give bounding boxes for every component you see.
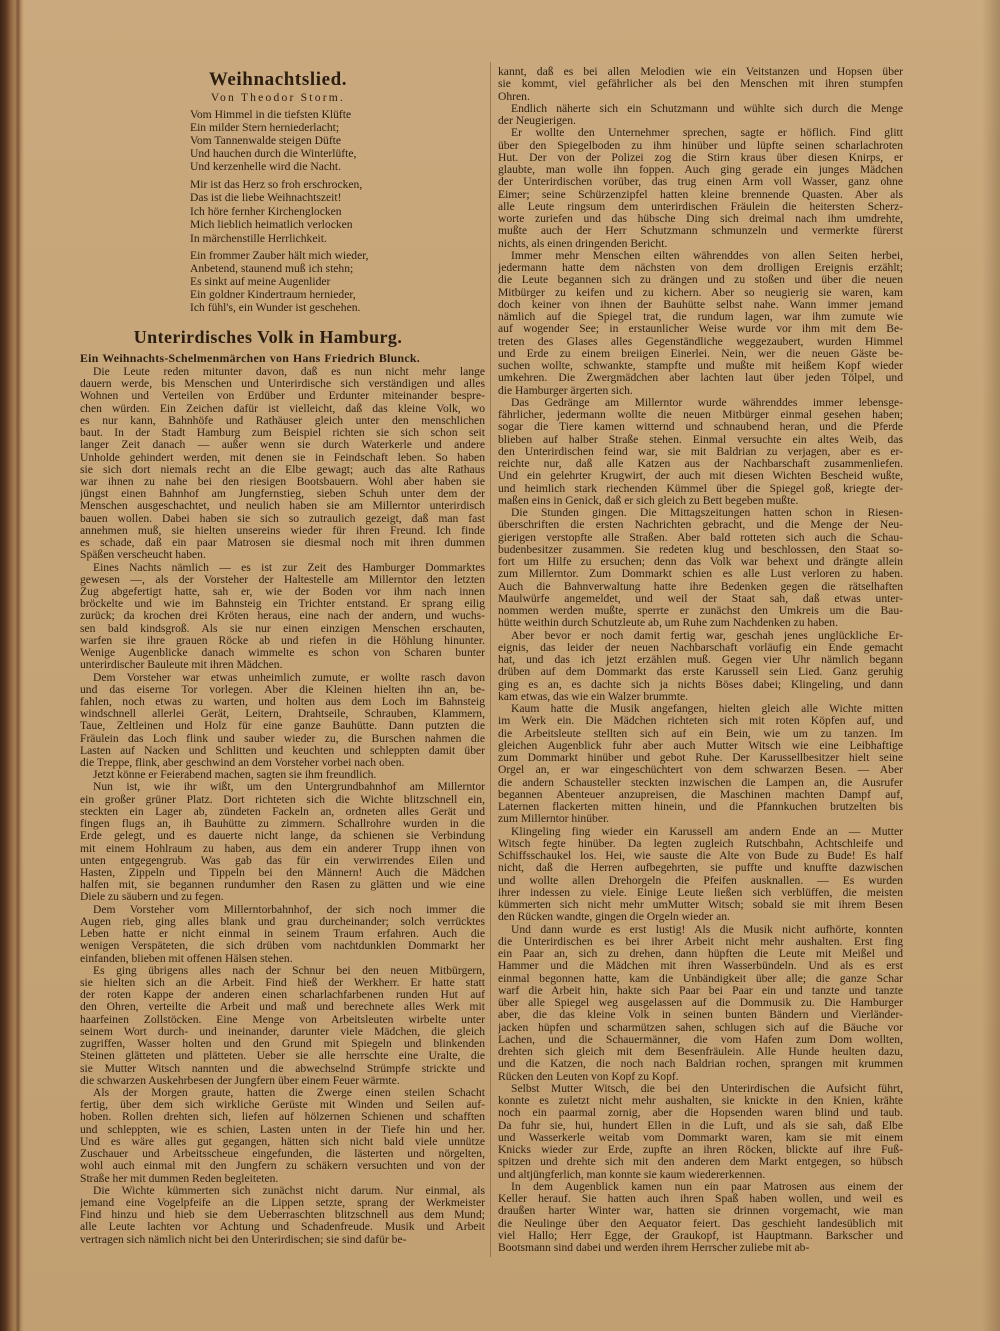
article-text-line: gleichen Augenblick fuhr aber auch Mutter Witsch wie eine Leibhaftige [498,739,903,752]
article-text-line: und Wasserkerle weitab vom Dommarkt waren, kam sie mit einem [498,1131,903,1144]
article-text-line: Dem Vorsteher war etwas unheimlich zumute, er wollte rasch davon [93,671,485,684]
article-text-line: jedermann hatte dem nächsten von dem drolligen Ereignis erzählt; [498,262,903,274]
article-text-line: zum Dommarkt hinüber und gebot Ruhe. Der Karussellbesitzer hielt seine [498,752,903,764]
article-text-line: Als der Morgen graute, hatten die Zwerge einen steilen Schacht [93,1086,485,1099]
article-text-line: zum Millerntor hinüber. [498,813,610,826]
article-text-line: und die Katzen, die noch nach Baldrian rochen, sprangen mit krummen [498,1058,903,1071]
article-text-line: konnte es zuletzt nicht mehr aushalten, sie knickte in den Knien, krähte [498,1095,903,1107]
article-text-line: Erde gelegt, und es dauerte nicht lange, da schienen sie Verbindung [80,830,485,843]
article-text-line: worte zuriefen und das hübsche Ding sich dreimal nach ihm umdrehte, [498,213,903,225]
poem-line: Ein frommer Zauber hält mich wieder, [190,249,369,262]
article-text-line: alle Leute ringsum dem unterirdischen Fräulein die heitersten Scherz- [498,200,903,213]
article-text-line: bröckelte und wie im Bahnsteig ein Trichter entstand. Er sprang eilig [80,598,485,611]
article-text-line: gewesen —, als der Vorsteher der Haltestelle am Millerntor den letzten [80,573,485,586]
article-text-line: hat, und das ich jetzt erzählen muß. Gegen vier Uhr nämlich begann [498,654,903,666]
article-text-line: Knicks wieder zur Erde, zupfte an ihren Röcken, blickte auf ihre Fuß- [498,1144,903,1156]
article-text-line: wenigen Verspäteten, die sich drüben vom nachtdunklen Dommarkt her [80,940,485,953]
column-divider [490,62,491,1257]
article-text-line: und altjüngferlich, man konnte sie kaum wiedererkennen. [498,1168,766,1181]
article-text-line: Eimer; seine Schürzenzipfel hatten kleine brennende Quasten. Aber als [498,188,903,201]
article-text-line: Hut. Der von der Polizei zog die Stirn kraus über diesen Knirps, er [498,151,903,164]
article-text-line: war ihnen zu nahe bei den riesigen Bootsbauern. Wohl aber haben sie [80,475,485,488]
article-text-line: Augen rieb, ging alles blank und grau durcheinander; solch verrücktes [80,915,485,928]
article-text-line: Und dann wurde es erst lustig! Als die Musik nicht aufhörte, konnten [511,923,903,936]
article-text-line: sie Mutter Witsch nannten und die abwechselnd Strümpfe strickte und [80,1062,485,1075]
article-text-line: Die Stunden gingen. Die Mittagszeitungen hatten schon in Riesen- [511,507,903,519]
article-text-line: die Unterirdischen es bei ihrer Arbeit nicht mehr aushalten. Erst fing [498,935,903,948]
article-text-line: überschriften die ersten Nachrichten gebracht, und die Menge der Neu- [498,519,903,532]
article-text-line: sogar die Tiere kamen witternd und schnaubend heran, und die Pferde [498,421,903,434]
article-text-line: hoben. Rollen drehten sich, liefen auf hölzernen Schienen und schafften [80,1111,485,1124]
poem-line: Vom Himmel in die tiefsten Klüfte [190,108,352,121]
poem-line: Ein goldner Kindertraum hernieder, [190,288,356,302]
poem-line: Ich höre fernher Kirchenglocken [190,204,342,218]
article-text-line: noch ein paarmal zornig, aber die Hopsenden waren blind und taub. [498,1107,903,1120]
article-text-line: sie kommt, viel gefährlicher als bei den Menschen mit ihren stumpfen [498,78,903,91]
article-text-line: windschnell allerlei Gerät, Leitern, Drahtseile, Schrauben, Klammern, [80,708,485,721]
article-text-line: spitzen und drehte sich mit den anderen dem Markt entgegen, so hübsch [498,1156,903,1169]
article-text-line: eignis, das leider der neuen Nachbarschaft vorläufig ein Ende gemacht [498,641,903,654]
article-text-line: die Leute begannen sich zu drängen und zu stoßen und über die neuen [498,274,903,287]
article-text-line: und heimlich stark riechenden Kümmel über die Spiegel goß, kriegte der- [498,482,903,495]
article-text-line: zum Millerntor. Zum Dommarkt schien es alle Lust verloren zu haben. [498,568,903,581]
article-text-line: sie sich dort niemals recht an die Elbe gewagt; auch das alte Rathaus [80,463,485,476]
article-text-line: den Unterirdischen feind war, sie mit Baldrian zu verjagen, aber es er- [498,445,903,458]
article-text-line: und wollte allen Drehorgeln die Pfeifen ausknallen. — Es wurden [498,874,903,887]
article-text-line: über alle Spiegel weg ausgelassen auf die Dommusik zu. Die Hamburger [498,997,903,1009]
article-text-line: gierigen verstopfte alle Straßen. Aber bald rotteten sich auch die Schau- [498,531,903,544]
article-text-line: der Neugierigen. [498,115,576,127]
article-text-line: begannen Abenteuer anzupreisen, die Maschinen machten Dampf auf, [498,788,903,801]
article-text-line: Keller herauf. Sie hatten auch ihren Spaß haben wollen, und weil es [498,1193,903,1205]
article-text-line: treten des Glases alles Gegenständliche weggezaubert, wurden Himmel [498,335,903,348]
article-text-line: Maulwürfe angemeldet, und weil der Staat sah, daß etwas unter- [498,592,903,605]
article-text-line: und das eiserne Tor vorlegen. Aber die Kleinen hielten ihn an, be- [80,683,485,696]
article-text-line: Und ein gelehrter Krugwirt, der auch mit diesen Wichten Bescheid wußte, [498,470,903,483]
article-text-line: nommen werden mußte, sperrte er zunächst den Umkreis um die Bau- [498,605,903,617]
article-text-line: Ohren. [498,90,530,103]
article-text-line: Menschen ausgeschachtet, und neulich haben sie am Millerntor unterirdisch [80,500,485,513]
article-text-line: Hasten, Zippeln und Tippeln bei den Männern! Auch die Mädchen [80,867,485,880]
article-text-line: viel Hallo; Herr Egge, der Graukopf, ist Hauptmann. Barkscher und [498,1229,903,1242]
article-text-line: Wohnen und Verteilen von Erdüber und Erdunter miteinander bespre- [80,390,485,403]
article-text-line: hütte weithin durch Schutzleute ab, um Ruhe zum Nachdenken zu haben. [498,617,838,630]
article-text-line: Auch die Bahnverwaltung hatte ihre Bedenken gegen die rätselhaften [498,580,903,593]
article-text-line: draußen harter Winter war, hatten sie drinnen vorgemacht, wie man [498,1205,903,1218]
article-text-line: sen bald kindsgroß. Als sie nur einen einzigen Menschen erschauten, [80,622,485,635]
article-text-line: Taue, Zeltleinen und Holz für eine ganze Bauhütte. Dann putzten die [80,720,485,733]
article-text-line: fort um Hilfe zu ersuchen; denn das Volk war behext und drängte allein [498,556,903,568]
article-text-line: unten entgegengrub. Was gab das für ein verwirrendes Eilen und [80,854,485,867]
poem-title: Weihnachtslied. [208,69,348,90]
article-text-line: warfen sie ihre grauen Röcke ab und riefen in die Höhlung hinunter. [80,634,485,647]
article-text-line: Bootsmann sind dabei und werden ihrem Herrscher zuliebe mit ab- [498,1242,810,1254]
article-text-line: die Hamburger ärgerten sich. [498,384,633,397]
article-text-line: jacken hüpfen und scharmützen sahen, schlugen sich auf die Bäuche vor [498,1021,903,1034]
article-text-line: Hammer und die Mädchen mit ihren Wasserbündeln. Und als es erst [498,960,903,973]
article-title: Unterirdisches Volk in Hamburg. [133,327,403,347]
article-text-line: und schleppten, wie es schien, Lasten unten in der Tiefe hin und her. [80,1123,485,1136]
article-text-line: Fräulein das Loch flink und sauber wieder zu, die Burschen nahmen die [80,732,485,745]
article-text-line: Eines Nachts nämlich — es ist zur Zeit des Hamburger Dommarktes [93,561,485,574]
article-text-line: aber, die das kleine Volk in seinen bunten Bändern und Vierländer- [498,1009,903,1022]
article-text-line: budenbesitzer zusammen. Sie redeten klug und beschlossen, den Staat so- [498,543,903,556]
article-text-line: die Arbeitsleute stellten sich auf ein Bein, wie um zu tanzen. Im [498,727,903,740]
article-text-line: suchen wollte, schwankte, stampfte und mußte mit heißem Kopf wieder [498,360,903,372]
article-text-line: Selbst Mutter Witsch, die bei den Unterirdischen die Aufsicht führt, [511,1082,903,1095]
article-text-line: mit einem Hohlraum zu haben, aus dem ein anderer Trupp ihnen von [80,842,485,855]
article-text-line: kannt, daß es bei allen Melodien wie ein Veitstanzen und Hopsen über [498,66,903,78]
article-text-line: fingen flugs an, ih Bauhütte zu zimmern. Schallrohre wurden in die [80,818,485,831]
article-text-line: reichte nur, daß alle Katzen aus der Nachbarschaft zusammenliefen. [498,458,903,470]
article-text-line: Find hinzu und hieb sie dem Ueberraschten blitzschnell aus dem Mund; [80,1209,485,1222]
poem-line: Anbetend, staunend muß ich stehn; [190,262,354,276]
poem-author: Von Theodor Storm. [210,91,346,104]
article-text-line: maßen eins in Genick, daß er sich gleich zu Bett begeben mußte. [498,494,799,507]
article-text-line: jemand eine Vogelpfeife an die Lippen setzte, sprang der Werkmeister [80,1196,485,1209]
article-text-line: den Rücken wandte, gingen die Orgeln wieder an. [498,911,730,924]
article-text-line: den Ohren, verteilte die Arbeit und maß und berechnete alles Werk mit [80,1001,485,1014]
article-text-line: kam etwas, das wie ein Walzer brummte. [498,690,689,703]
article-text-line: seinem Wort durch- und ineinander, darunter viele Mädchen, die gleich [80,1025,485,1038]
article-text-line: Die Wichte kümmerten sich zunächst nicht darum. Nur einmal, als [93,1184,485,1197]
poem-line: Ein milder Stern herniederlacht; [190,120,340,134]
article-text-line: wohl auch einmal mit den Jungfern zu schäkern versuchten und von der [80,1160,485,1173]
article-text-line: annehmen muß, sie hielten unsereins wieder für ihren Freund. Ich finde [80,524,485,537]
article-text-line: Kaum hatte die Musik angefangen, hielten gleich alle Wichte mitten [511,703,903,715]
poem-line: Und kerzenhelle wird die Nacht. [190,159,341,173]
article-text-line: der roten Kappe der anderen einen scharlachfarbenen runden Hut auf [80,989,485,1002]
article-text-line: es schade, daß ein paar Matrosen sie diesmal noch mit ihren dummen [80,537,485,550]
article-text-line: Zug abgefertigt hatte, sah er, wie der Boden vor ihm nach innen [80,585,485,598]
article-text-line: Straße her mit dummen Reden begleiteten. [80,1172,279,1185]
article-text-line: Das Gedränge am Millerntor wurde währenddes immer lebensge- [511,396,903,409]
poem-line: Mich lieblich heimatlich verlocken [190,218,353,232]
article-text-line: unterirdischer Bauleute mit ihren Mädchen. [80,659,283,672]
article-text-line: baut. In der Stadt Hamburg zum Beispiel richten sie sich schon seit [80,427,485,440]
article-text-line: Aber bevor er noch damit fertig war, geschah jenes unglückliche Er- [511,629,903,642]
poem-line: Vom Tannenwalde steigen Düfte [190,133,342,147]
article-text-line: zurück; da krochen drei Kröten heraus, eine nach der andern, und wuchs- [80,610,485,623]
article-text-line: fährlicher, jedermann wollte die neuen Mitbürger einmal gesehen haben; [498,409,903,421]
article-text-line: ging es an, es dachte sich ja nichts Böses dabei; Klingeling, und dann [498,678,903,691]
article-text-line: drüben auf dem Dommarkt das erste Karussell sein Lied. Ganz geruhig [498,666,903,679]
article-text-line: die andern Schausteller steckten inzwischen die Lampen an, die Ausrufer [498,776,903,789]
article-text-line: drehten sich gleich mit dem Besenfräulein. Alle Hunde heulten dazu, [498,1046,903,1058]
article-text-line: warf die Arbeit hin, hakte sich Paar bei Paar ein und tanzte und tanzte [498,984,903,997]
article-text-line: dauern werde, bis Menschen und Unterirdische sich verständigen und alles [80,378,485,391]
article-text-line: auf wogender See; in erstaunlicher Weise wurde vor ihm mit dem Be- [498,323,903,336]
article-text-line: Lachen, und die Schauermänner, die vom Hafen zum Dom wollten, [498,1033,903,1046]
poem-line: Es sinkt auf meine Augenlider [190,275,331,289]
article-text-line: umkehren. Die Zwergmädchen aber lachten laut über jeden Tölpel, und [498,372,903,385]
page-right-edge [982,0,1000,1331]
article-text-line: bauen wollen. Dabei haben sie sich so zutraulich gezeigt, daß man fast [80,512,485,525]
article-text-line: doch keiner von ihnen der Bauhütte selbst nahe. Wann immer jemand [498,298,903,311]
article-text-line: Lasten auf Nacken und Schlitten und keuchten und schleppten damit über [80,744,485,757]
article-text-line: die Neulinge über den Aequator feiert. Das geschieht landesüblich mit [498,1217,903,1230]
article-text-line: glaubte, man wolle ihn foppen. Auch ging gerade ein junges Mädchen [498,164,903,176]
poem-line: In märchenstille Herrlichkeit. [190,231,327,245]
article-text-line: Da fuhr sie, hui, hundert Ellen in die Luft, und als sie sah, daß Elbe [498,1119,903,1132]
article-text-line: zugriffen, Wasser holten und den Grund mit Spiegeln und blinkenden [80,1038,485,1051]
poem-line: Das ist die liebe Weihnachtszeit! [190,191,342,205]
article-text-line: Unholde gehindert werden, mit denen sie in Feindschaft leben. So haben [80,451,485,464]
article-text-line: über den Spiegelboden zu ihm hinüber und lüpfte seinen scharlachroten [498,139,903,152]
article-text-line: Immer mehr Menschen eilten währenddes von allen Seiten herbei, [511,249,903,262]
poem-line: Mir ist das Herz so froh erschrocken, [190,178,363,191]
article-text-line: Mitbürger zu keifen und zu kichern. Aber so neugierig sie waren, kam [498,286,903,299]
article-text-line: blieben auf halber Straße stehen. Einmal versuchte ein altes Weib, das [498,433,903,446]
article-text-line: Zuschauer und Arbeitsscheue eingefunden, die lästerten und nörgelten, [80,1148,485,1161]
article-text-line: ein großer grüner Platz. Dort richteten sich die Wichte blitzschnell ein, [80,793,485,806]
article-text-line: Dem Vorsteher vom Millerntorbahnhof, der sich noch immer die [93,903,485,916]
article-text-line: vertragen sich nämlich nicht bei den Unterirdischen; sie sind dafür be- [80,1233,407,1246]
poem-line: Ich fühl's, ein Wunder ist geschehen. [190,301,361,315]
article-text-line: Späßen verscheucht haben. [80,549,206,562]
article-text-line: Rücken den Leuten von Kopf zu Kopf. [498,1070,679,1083]
article-text-line: ein Paar an, sich zu drehen, dann hüpften die Leute mit Meißel und [498,948,903,960]
article-text-line: Und es wäre alles gut gegangen, hätten sich nicht bald viele unnütze [80,1135,485,1148]
article-text-line: Endlich näherte sich ein Schutzmann und wühlte sich durch die Menge [511,102,903,115]
article-text-line: Es ging übrigens alles nach der Schnur bei den neuen Mitbürgern, [93,964,485,977]
article-text-line: alle Leute lachten vor Achtung und Schadenfreude. Musik und Arbeit [80,1221,485,1234]
article-text-line: nicht, daß die Herren aufbegehrten, sie puffte und knuffte dazwischen [498,862,903,875]
article-subtitle: Ein Weihnachts-Schelmenmärchen von Hans Friedrich Blunck. [80,351,420,365]
article-text-line: Die Leute reden mitunter davon, daß es nun nicht mehr lange [93,366,485,378]
article-text-line: langer Zeit danach — außer wenn sie durch Waterkerle und andere [80,439,485,452]
article-text-line: Klingeling fing wieder ein Karussell am andern Ende an — Mutter [511,825,903,838]
article-text-line: jüngst einen Bahnhof am Jungfernstieg, sieben Schuh unter dem der [80,488,485,501]
article-text-line: die schwarzen Auskehrbesen der Jungfern über einem Feuer wärmte. [80,1074,400,1087]
article-text-line: sie hielten sich an die Arbeit. Find hieß der Werkherr. Er hatte statt [80,977,485,989]
article-text-line: kümmerten sich nicht mehr umMutter Witsch; sobald sie mit ihrem Besen [498,899,903,911]
article-text-line: chen würden. Ein Zeichen dafür ist vielleicht, daß das kleine Volk, wo [80,402,485,415]
article-text-line: einfanden, blieben mit offenen Hälsen stehen. [80,952,293,965]
article-text-line: halfen mit, sie begannen rundumher den Rasen zu glätten und wie eine [80,879,485,892]
article-text-line: die Treppe, flink, aber geschwind an dem Vorsteher vorbei nach oben. [80,757,405,770]
article-text-line: nämlich auf die Spiegel trat, die rundum lagen, war ihm zumute wie [498,311,903,323]
article-text-line: In dem Augenblick kamen nun ein paar Matrosen aus einem der [511,1180,903,1193]
article-text-line: Steinen glätteten und plätteten. Ueber sie alle herrschte eine Uralte, die [80,1050,485,1063]
article-text-line: fertig, über dem sich wirkliche Gerüste mit Winden und Seilen auf- [80,1099,485,1112]
article-text-line: Witsch fegte hinüber. Da legten zugleich Rutschbahn, Achtschleife und [498,837,903,850]
article-text-line: haarfeinen Zollstöcken. Eine Menge von Arbeitsleuten wirbelte unter [80,1013,485,1026]
article-text-line: einmal begonnen hatte, kam die Unbändigkeit über alle; die ganze Schar [498,972,903,985]
article-text-line: Orgel an, er war eingeschüchtert von dem schwarzen Besen. — Aber [498,764,903,777]
page-binding-edge [0,0,24,1331]
article-text-line: ihrer indessen zu viele. Einige Leute ließen sich verblüffen, die meisten [498,886,903,899]
article-text-line: Er wollte den Unternehmer sprechen, sagte er höflich. Find glitt [511,127,903,140]
article-text-line: Jetzt könne er Feierabend machen, sagten sie ihm freundlich. [93,769,377,782]
article-text-line: der Unterirdischen vorüber, das trug einen Arm voll Wasser, ganz ohne [498,176,903,189]
article-text-line: und Erde zu einem breiigen Einerlei. Nein, wer die neuen Gäste be- [498,347,903,360]
article-text-line: mußte auch der Herr Schutzmann schmunzeln und vermerkte fürerst [498,225,903,238]
article-text-line: Leben hatte er nicht einmal in seinem Traum erfahren. Auch die [80,928,485,941]
article-text-line: Schiffsschaukel los. Hei, wie sauste die Alte von Bude zu Bude! Es half [498,850,903,862]
article-text-line: fahlen, noch etwas zu warten, und holten aus dem Loch im Bahnsteig [80,695,485,708]
article-text-line: es nur kann, Bahnhöfe und Rathäuser gleich unter den menschlichen [80,414,485,427]
article-text-line: Laternen flackerten mitten hinein, und die Pfannkuchen brutzelten bis [498,801,903,813]
article-text-line: nichts, als einen dringenden Bericht. [498,237,668,250]
article-text-line: Diele zu säubern und zu fegen. [80,891,224,904]
article-text-line: steckten ein Lager ab, zündeten Fackeln an, ordneten alles Gerät und [80,805,485,818]
article-text-line: Wenige Augenblicke danach wimmelte es schon von Scharen bunter [80,647,485,660]
poem-line: Und hauchen durch die Winterlüfte, [190,146,357,160]
article-text-line: Nun ist, wie ihr wißt, um den Untergrundbahnhof am Millerntor [93,781,485,794]
article-text-line: im Werk ein. Die Mädchen richteten sich mit roten Köpfen auf, und [498,715,903,728]
